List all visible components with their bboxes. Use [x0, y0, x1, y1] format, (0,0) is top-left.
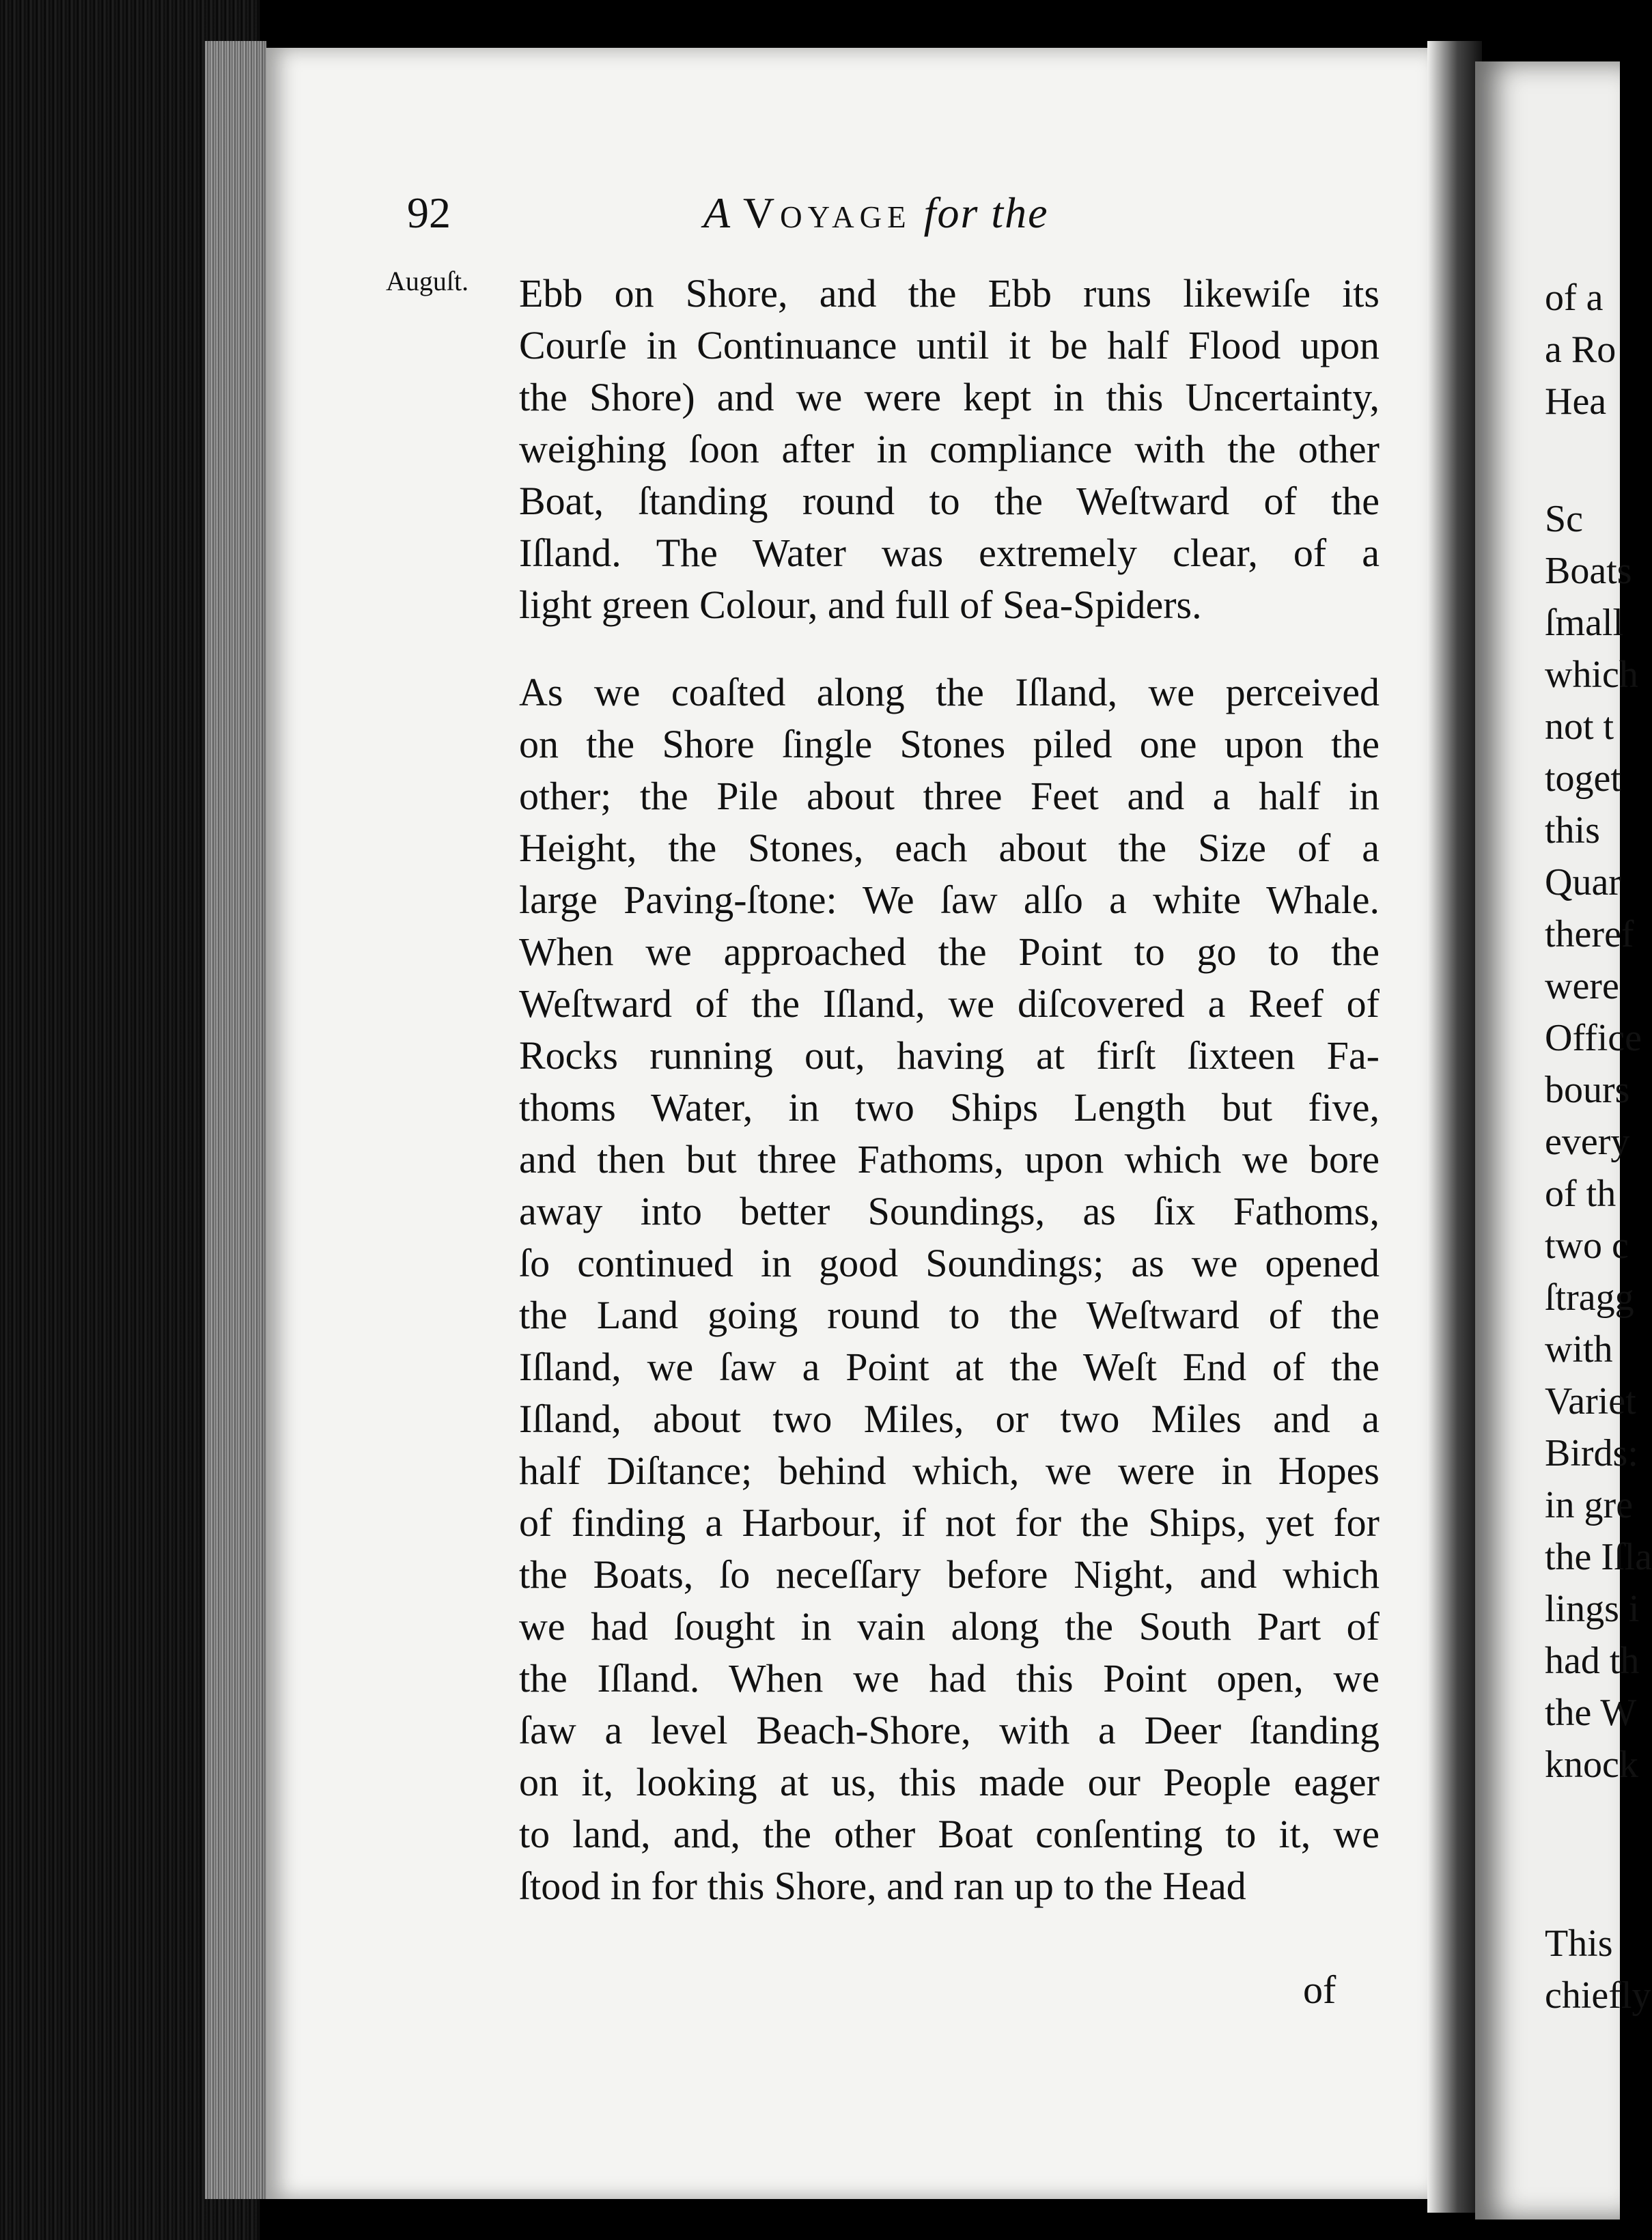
text-line: Courſe in Continuance until it be half Flood upon: [519, 323, 1380, 367]
text-line: Sc: [1545, 498, 1583, 540]
paragraph-2: [519, 667, 1380, 1912]
catchword: of: [1303, 1968, 1336, 2012]
text-line: a Ro: [1545, 328, 1616, 371]
text-line: other; the Pile about three Feet and a half in: [519, 774, 1380, 818]
text-line: every: [1545, 1121, 1630, 1163]
margin-note-month: Auguſt.: [386, 266, 469, 296]
facing-page-lines-1: [1545, 272, 1616, 428]
text-line: large Paving-ſtone: We ſaw alſo a white Whale.: [519, 878, 1380, 922]
text-line: ſaw a level Beach-Shore, with a Deer ſtanding: [519, 1708, 1380, 1752]
text-line: knock: [1545, 1744, 1638, 1786]
paragraph-1: [519, 268, 1380, 631]
text-line: of finding a Harbour, if not for the Ships, yet for: [519, 1500, 1380, 1545]
running-head-article: A: [703, 188, 743, 237]
text-line: light green Colour, and full of Sea-Spiders.: [519, 583, 1202, 627]
text-line: When we approached the Point to go to the: [519, 929, 1380, 974]
running-head-word: Voyage: [742, 188, 912, 237]
text-line: with: [1545, 1328, 1613, 1371]
text-line: ſo continued in good Soundings; as we opened: [519, 1241, 1380, 1285]
text-line: of th: [1545, 1173, 1616, 1215]
text-line: Iſland, about two Miles, or two Miles and a: [519, 1397, 1380, 1441]
text-line: Variet: [1545, 1380, 1636, 1423]
text-line: the W: [1545, 1692, 1637, 1734]
text-line: Iſland. The Water was extremely clear, of a: [519, 531, 1380, 575]
text-line: toget: [1545, 757, 1621, 800]
text-line: which: [1545, 654, 1638, 696]
text-line: thoms Water, in two Ships Length but five,: [519, 1085, 1380, 1130]
text-line: had th: [1545, 1640, 1640, 1682]
running-head-rest: for the: [911, 188, 1049, 237]
text-line: the Land going round to the Weſtward of the: [519, 1293, 1380, 1337]
text-line: chiefly: [1545, 1974, 1651, 2017]
text-line: ſtragg: [1545, 1276, 1634, 1319]
text-line: Hea: [1545, 380, 1607, 423]
running-head: [703, 188, 1049, 237]
text-line: Quar: [1545, 861, 1621, 904]
text-line: away into better Soundings, as ſix Fathoms,: [519, 1189, 1380, 1233]
text-line: ſmall: [1545, 602, 1624, 644]
text-line: half Diſtance; behind which, we were in Hopes: [519, 1448, 1380, 1493]
text-line: weighing ſoon after in compliance with the other: [519, 427, 1380, 471]
text-line: Office: [1545, 1017, 1642, 1059]
text-line: we had ſought in vain along the South Part of: [519, 1604, 1380, 1649]
text-line: bours: [1545, 1069, 1630, 1111]
text-line: not t: [1545, 705, 1614, 748]
text-line: in gre: [1545, 1484, 1634, 1526]
facing-page-lines-3: [1545, 1918, 1651, 2021]
text-line: to land, and, the other Boat conſenting to it, we: [519, 1812, 1380, 1856]
text-line: Rocks running out, having at firſt ſixteen Fa-: [519, 1033, 1380, 1078]
text-line: the Iſla: [1545, 1536, 1652, 1578]
text-line: on it, looking at us, this made our People eager: [519, 1760, 1380, 1804]
page-gutter: [1427, 41, 1482, 2213]
text-line: Birds:: [1545, 1432, 1638, 1474]
text-line: the Iſland. When we had this Point open, we: [519, 1656, 1380, 1700]
text-line: on the Shore ſingle Stones piled one upon the: [519, 722, 1380, 766]
text-line: Boats: [1545, 550, 1632, 592]
text-line: this: [1545, 809, 1600, 852]
text-line: This: [1545, 1922, 1613, 1965]
text-line: the Shore) and we were kept in this Uncertainty,: [519, 375, 1380, 419]
text-line: Height, the Stones, each about the Size of a: [519, 826, 1380, 870]
text-line: theref: [1545, 913, 1634, 955]
facing-page-lines-2: [1545, 493, 1652, 1791]
text-line: Boat, ſtanding round to the Weſtward of the: [519, 479, 1380, 523]
text-line: lings i: [1545, 1588, 1640, 1630]
page-edges: [205, 41, 266, 2199]
text-line: As we coaſted along the Iſland, we perceived: [519, 670, 1380, 714]
text-line: two c: [1545, 1224, 1629, 1267]
text-line: ſtood in for this Shore, and ran up to the Head: [519, 1864, 1246, 1908]
text-line: of a: [1545, 277, 1604, 319]
text-line: the Boats, ſo neceſſary before Night, and which: [519, 1552, 1380, 1597]
text-line: Weſtward of the Iſland, we diſcovered a Reef of: [519, 981, 1380, 1026]
text-line: and then but three Fathoms, upon which we bore: [519, 1137, 1380, 1181]
text-line: Iſland, we ſaw a Point at the Weſt End of the: [519, 1345, 1380, 1389]
text-line: were: [1545, 965, 1619, 1007]
text-line: Ebb on Shore, and the Ebb runs likewiſe its: [519, 271, 1380, 316]
page-number: 92: [407, 188, 451, 237]
